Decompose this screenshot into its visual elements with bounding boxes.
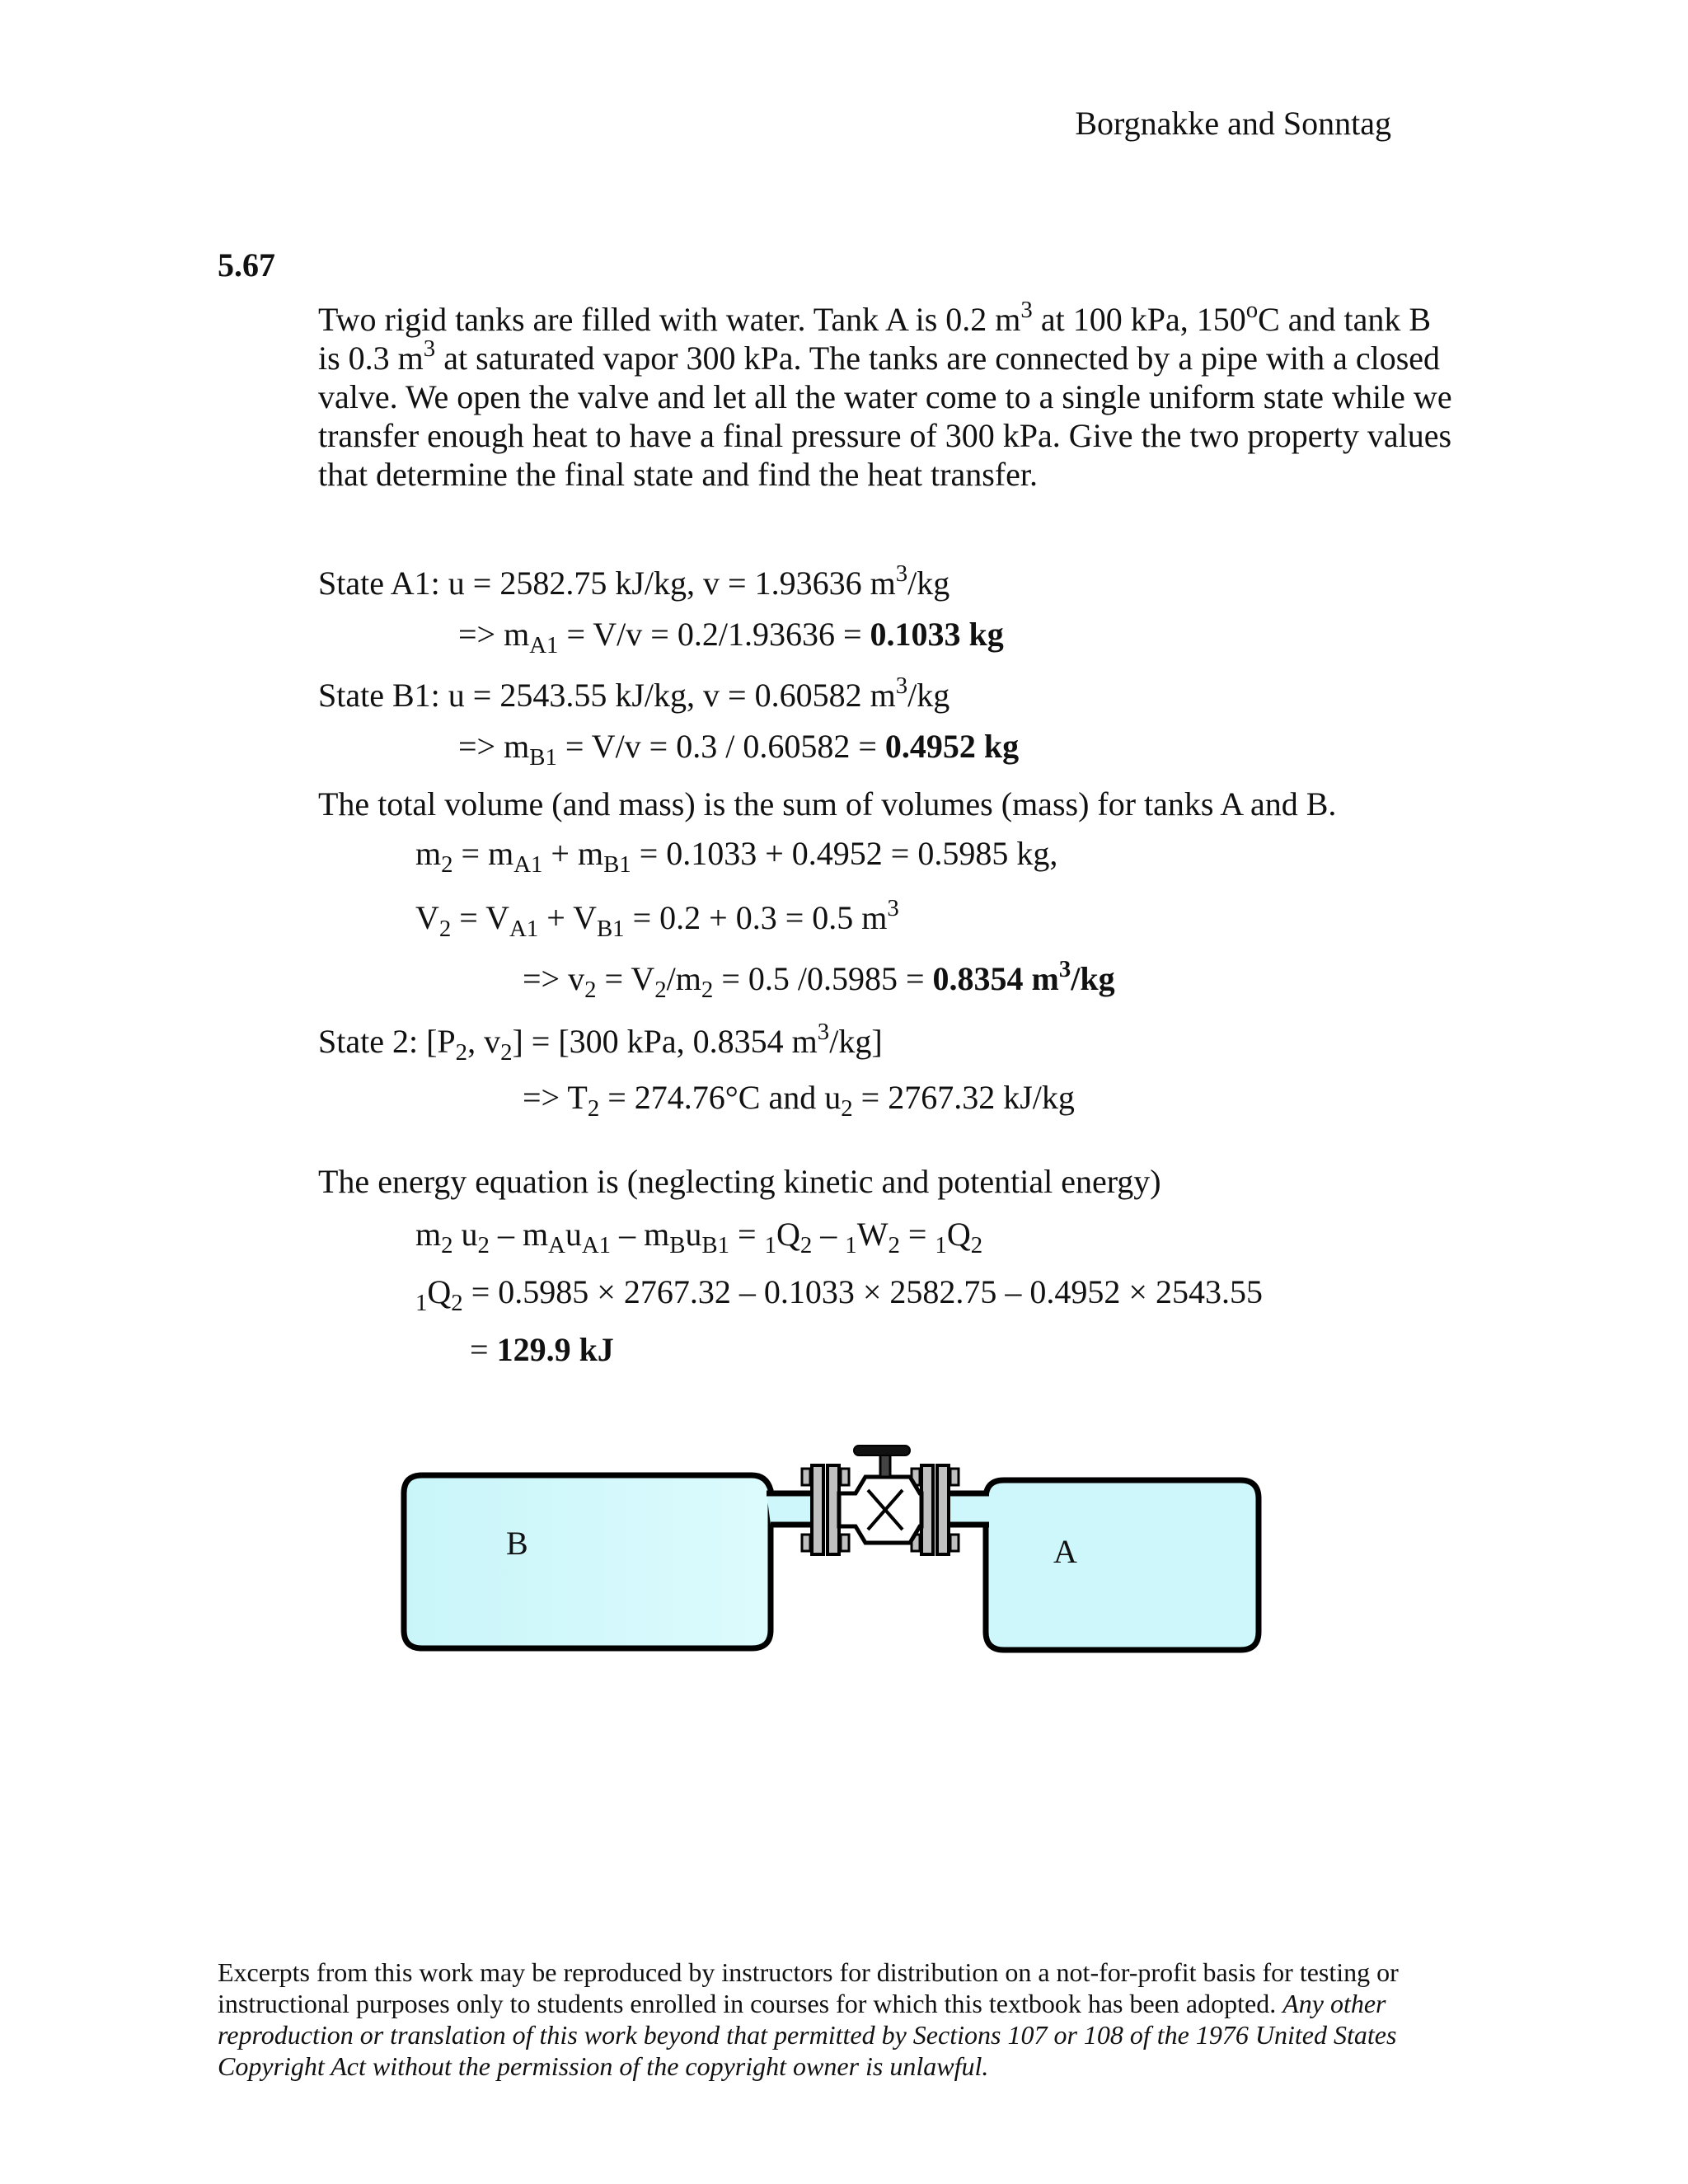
statement-line: transfer enough heat to have a final pressure of 300 kPa. Give the two property values — [318, 417, 1452, 454]
state-2-result: => $T_2 = 274.76^\circ C$ and $u_2 = 2767.32$ kJ/kg — [523, 1079, 1075, 1122]
flange-right-2 — [937, 1465, 949, 1554]
state-b1-properties: State B1: u = 2543.55 kJ/kg, v = 0.60582 $m^3/kg$ — [318, 673, 950, 714]
statement-line: valve. We open the valve and let all the water come to a single uniform state while we — [318, 378, 1452, 415]
copyright-footer: Excerpts from this work may be reproduced by instructors for distribution on a not-for-profit basis for testing or instructional purposes only to students enrolled in courses for which this textbook has been adopted. Any other reproduction or translation of this work beyond that permitted by Sections 107 or 108 of the 1976 United States Copyright Act without the permission of the copyright owner is unlawful. — [218, 1957, 1399, 2081]
bolt-left-top-b — [841, 1469, 849, 1485]
V2-equation: $V_2 = V_{A1} + V_{B1} = 0.2 + 0.3 = 0.5$ $m^3$ — [415, 895, 899, 943]
state-2-definition: State 2: [$P_2$, $v_2] = [300$ kPa, 0.8354 $m^3/kg$] — [318, 1019, 883, 1066]
flange-left-1 — [812, 1465, 823, 1554]
bolt-left-top-a — [802, 1469, 810, 1485]
tank-a — [986, 1480, 1259, 1650]
tank-b — [404, 1475, 771, 1648]
bolt-right-top-b — [950, 1469, 959, 1485]
state-b1-mass: => $m_{B1} = V/v = 0.3 / 0.60582 = 0.4952$ kg — [458, 728, 1020, 771]
statement-line: Two rigid tanks are filled with water. Tank A is 0.2 $m^3$ at 100 kPa, 150$^o$C and tank B — [318, 297, 1432, 338]
heat-transfer-equation: $_1Q_2 = 0.5985 \times 2767.32 - 0.1033 \times 2582.75 - 0.4952 \times 2543.55$ — [415, 1273, 1263, 1317]
energy-equation: $m_2$ $u_2 - m_Au_{A1} - m_Bu_{B1} = _1Q_2 - _1W_2 = _1Q_2$ — [415, 1216, 983, 1259]
valve-handle — [854, 1446, 910, 1455]
heat-transfer-result: = 129.9 kJ — [470, 1331, 614, 1368]
page-header-authors: Borgnakke and Sonntag — [1075, 105, 1391, 142]
state-a1-properties: State A1: u = 2582.75 kJ/kg, v = 1.93636 $m^3/kg$ — [318, 560, 950, 602]
state-a1-mass: => $m_{A1} = V/v = 0.2/1.93636 = 0.1033$ kg — [458, 616, 1004, 659]
statement-line: that determine the final state and find the heat transfer. — [318, 456, 1038, 493]
m2-equation: $m_2 = m_{A1} + m_{B1} = 0.1033 + 0.4952 = 0.5985$ kg, — [415, 835, 1058, 879]
v2-equation: => $v_2 = V_2/m_2 = 0.5$ /0.5985 = 0.8354 $m^3/kg$ — [523, 956, 1115, 1004]
bolt-left-bot-a — [802, 1535, 810, 1551]
total-intro: The total volume (and mass) is the sum of volumes (mass) for tanks A and B. — [318, 785, 1337, 823]
statement-line: is 0.3 $m^3$ at saturated vapor 300 kPa. The tanks are connected by a pipe with a closed — [318, 335, 1441, 377]
bolt-right-bot-b — [950, 1535, 959, 1551]
problem-number: 5.67 — [218, 246, 275, 284]
tank-b-label: B — [506, 1525, 528, 1562]
bolt-left-bot-b — [841, 1535, 849, 1551]
valve-body — [839, 1477, 921, 1543]
pipe-left — [767, 1493, 812, 1525]
energy-intro: The energy equation is (neglecting kinetic and potential energy) — [318, 1163, 1161, 1200]
tank-a-label: A — [1053, 1533, 1077, 1570]
